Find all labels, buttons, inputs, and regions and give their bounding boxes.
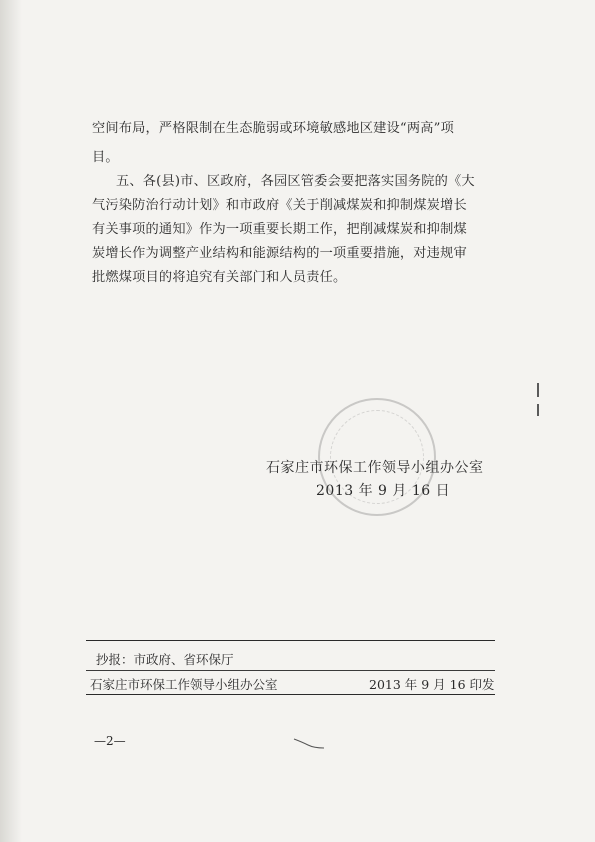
body-line-4: 气污染防治行动计划》和市政府《关于削减煤炭和抑制煤炭增长 (92, 198, 467, 213)
body-line-7: 批燃煤项目的将追究有关部门和人员责任。 (92, 270, 347, 285)
scan-scribble (292, 736, 326, 750)
signature-date: 2013 年 9 月 16 日 (316, 483, 451, 499)
body-line-1: 空间布局，严格限制在生态脆弱或环境敏感地区建设“两高”项 (92, 121, 454, 136)
scan-edge-shadow (0, 0, 22, 842)
signature-organization: 石家庄市环保工作领导小组办公室 (266, 460, 484, 476)
page-number: —2— (94, 734, 126, 748)
footer-issuer: 石家庄市环保工作领导小组办公室 (90, 677, 278, 692)
footer-cc: 抄报：市政府、省环保厅 (96, 652, 234, 667)
margin-mark (537, 383, 539, 397)
body-line-6: 炭增长作为调整产业结构和能源结构的一项重要措施，对违规审 (92, 246, 467, 261)
footer-top-rule (86, 640, 495, 641)
footer-issue-date: 2013 年 9 月 16 印发 (369, 677, 495, 692)
footer-bottom-rule (86, 694, 495, 695)
footer-mid-rule (86, 670, 495, 671)
body-line-5: 有关事项的通知》作为一项重要长期工作，把削减煤炭和抑制煤 (92, 222, 467, 237)
margin-mark (537, 404, 539, 416)
body-line-3: 五、各(县)市、区政府，各园区管委会要把落实国务院的《大 (116, 174, 475, 189)
body-line-2: 目。 (92, 150, 119, 165)
